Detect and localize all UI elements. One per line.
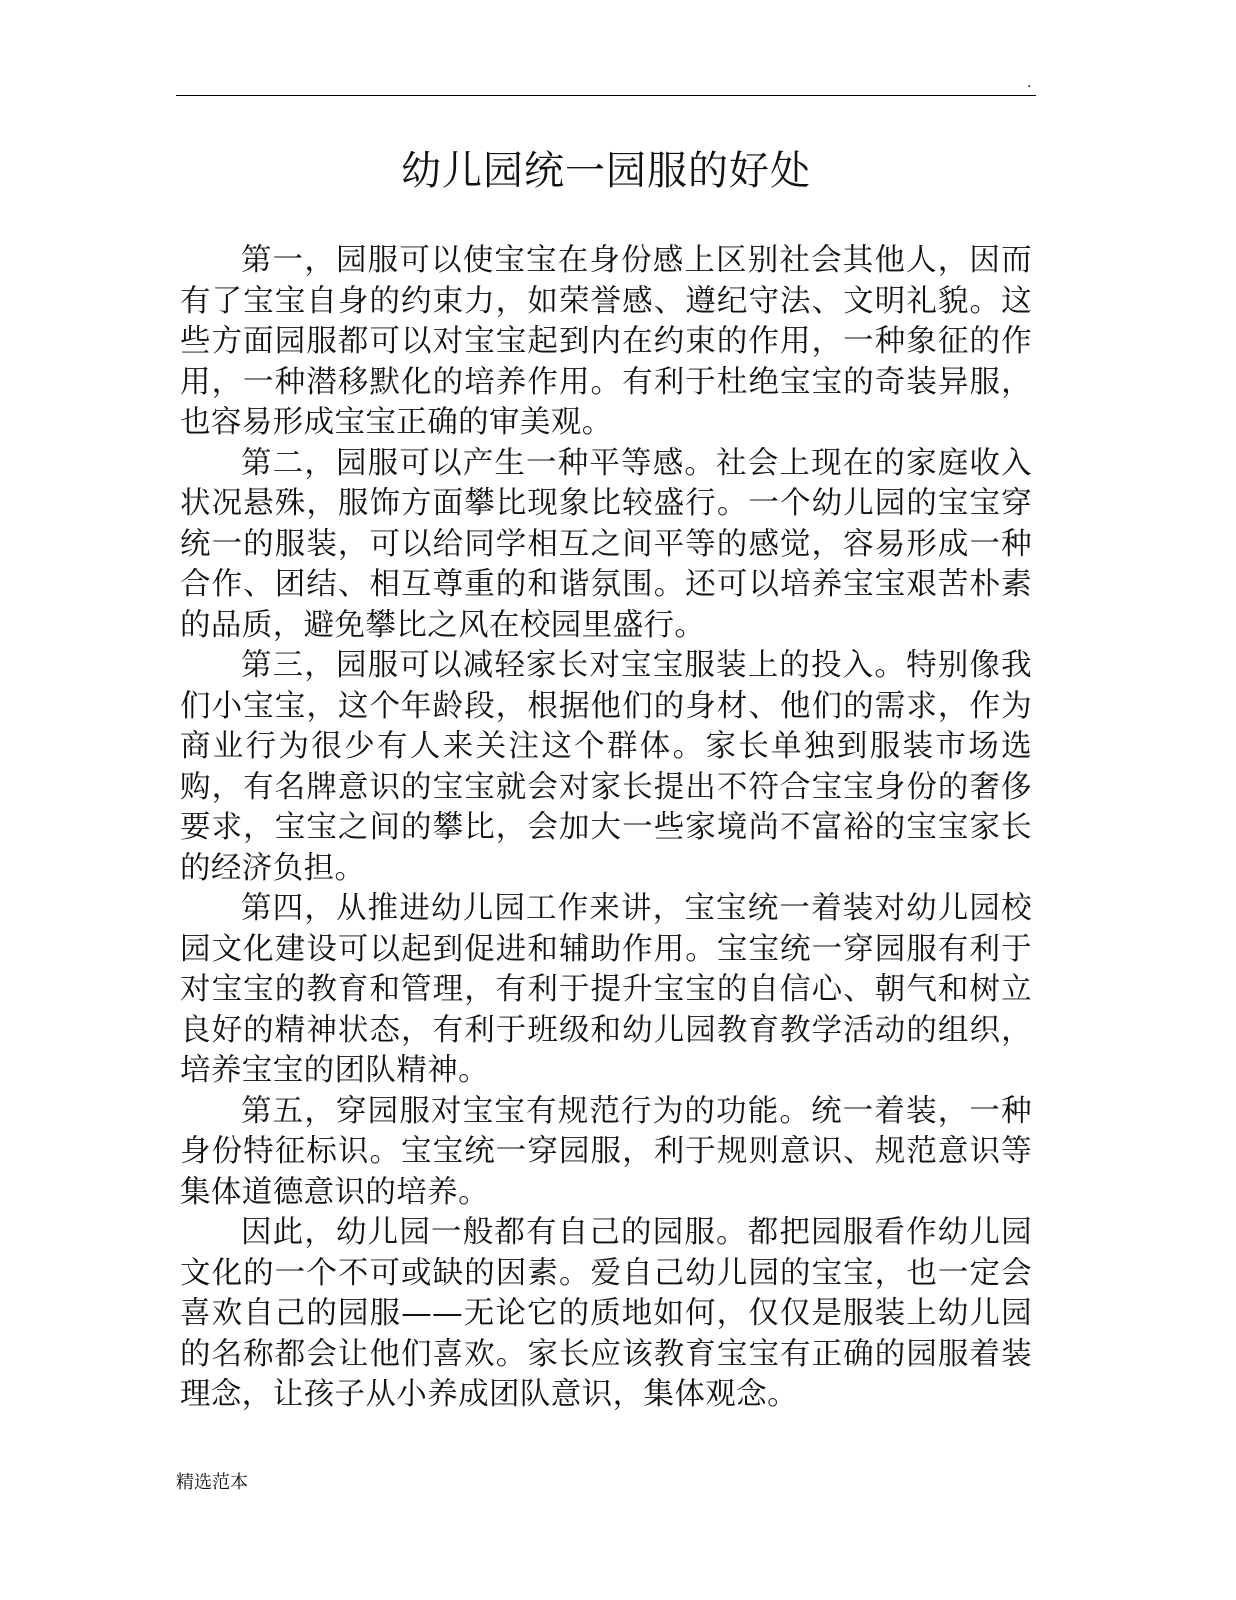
- paragraph-4: 第四，从推进幼儿园工作来讲，宝宝统一着装对幼儿园校园文化建设可以起到促进和辅助作用。宝宝统一穿园服有利于对宝宝的教育和管理，有利于提升宝宝的自信心、朝气和树立良好的精神状态，有利于班级和幼儿园教育教学活动的组织，培养宝宝的团队精神。: [180, 891, 1032, 1088]
- header-rule: [176, 95, 1036, 96]
- paragraph-5: 第五，穿园服对宝宝有规范行为的功能。统一着装，一种身份特征标识。宝宝统一穿园服，利于规则意识、规范意识等集体道德意识的培养。: [180, 1093, 1032, 1210]
- footer-label: 精选范本: [176, 1472, 248, 1493]
- header-dot: .: [1027, 75, 1032, 91]
- paragraph-6: 因此，幼儿园一般都有自己的园服。都把园服看作幼儿园文化的一个不可或缺的因素。爱自己幼儿园的宝宝，也一定会喜欢自己的园服——无论它的质地如何，仅仅是服装上幼儿园的名称都会让他们喜欢。家长应该教育宝宝有正确的园服着装理念，让孩子从小养成团队意识，集体观念。: [180, 1215, 1032, 1412]
- paragraph-1: 第一，园服可以使宝宝在身份感上区别社会其他人，因而有了宝宝自身的约束力，如荣誉感、遵纪守法、文明礼貌。这些方面园服都可以对宝宝起到内在约束的作用，一种象征的作用，一种潜移默化的培养作用。有利于杜绝宝宝的奇装异服，也容易形成宝宝正确的审美观。: [180, 243, 1032, 440]
- paragraph-2: 第二，园服可以产生一种平等感。社会上现在的家庭收入状况悬殊，服饰方面攀比现象比较盛行。一个幼儿园的宝宝穿统一的服装，可以给同学相互之间平等的感觉，容易形成一种合作、团结、相互尊重的和谐氛围。还可以培养宝宝艰苦朴素的品质，避免攀比之风在校园里盛行。: [180, 445, 1032, 643]
- paragraph-3: 第三，园服可以减轻家长对宝宝服装上的投入。特别像我们小宝宝，这个年龄段，根据他们的身材、他们的需求，作为商业行为很少有人来关注这个群体。家长单独到服装市场选购，有名牌意识的宝宝就会对家长提出不符合宝宝身份的奢侈要求，宝宝之间的攀比，会加大一些家境尚不富裕的宝宝家长的经济负担。: [180, 648, 1032, 886]
- document-body: [180, 241, 1032, 1416]
- document-title: 幼儿园统一园服的好处: [401, 148, 811, 194]
